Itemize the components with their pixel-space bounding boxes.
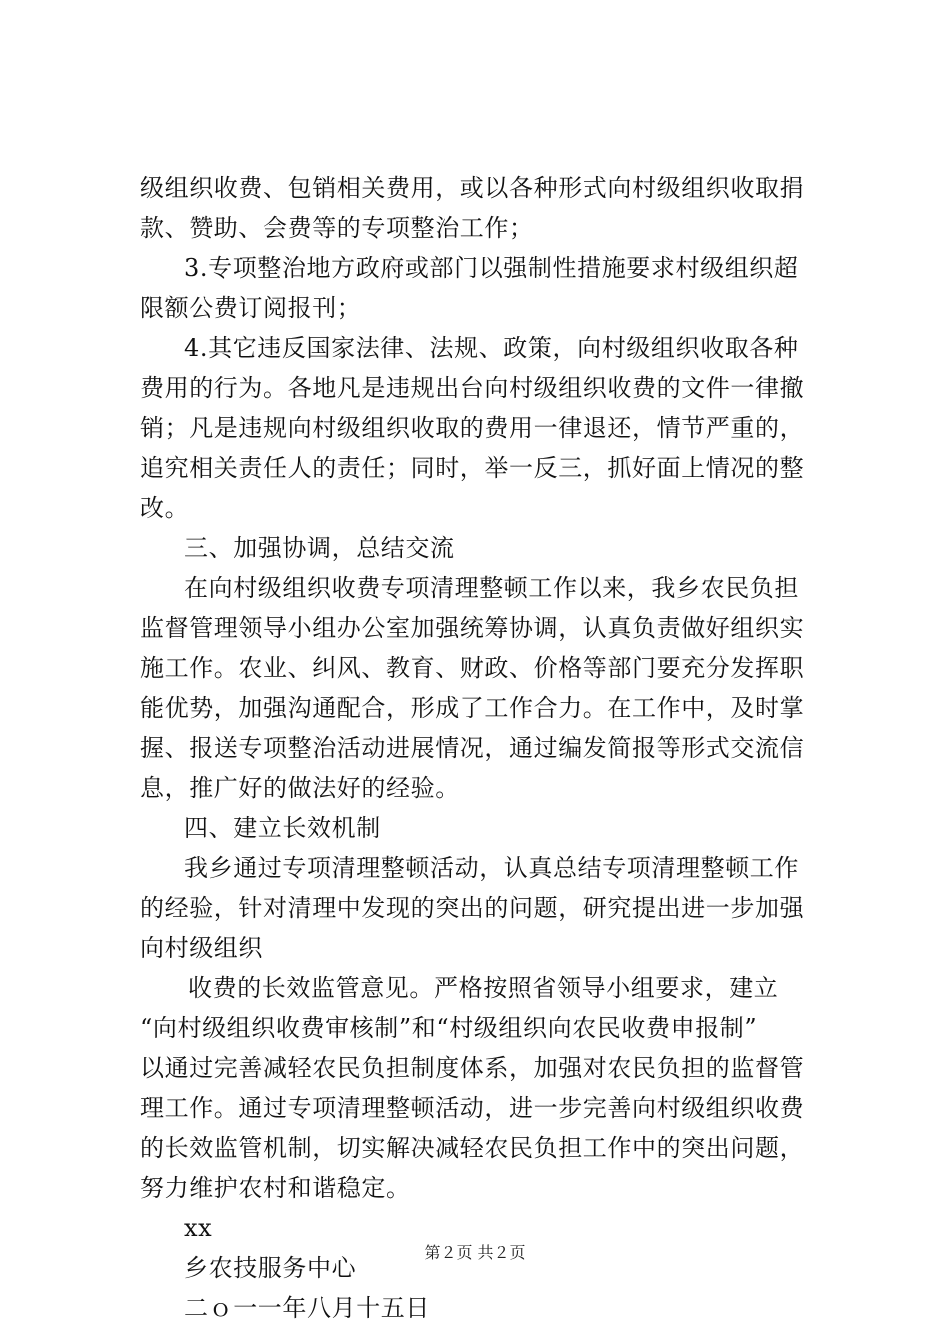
body-line: 以通过完善减轻农民负担制度体系，加强对农民负担的监督管 xyxy=(140,1054,805,1082)
body-line: 级组织收费、包销相关费用，或以各种形式向村级组织收取捐 xyxy=(140,174,805,202)
body-line: 向村级组织 xyxy=(140,934,263,962)
list-item-4: 4.其它违反国家法律、法规、政策，向村级组织收取各种 xyxy=(184,334,799,362)
body-line: “向村级组织收费审核制”和“村级组织向农民收费申报制” xyxy=(140,1014,758,1042)
body-line: 在向村级组织收费专项清理整顿工作以来，我乡农民负担 xyxy=(184,574,799,602)
section-heading-3: 三、加强协调，总结交流 xyxy=(184,534,455,562)
body-line: 款、赞助、会费等的专项整治工作； xyxy=(140,214,534,242)
body-line: 费用的行为。各地凡是违规出台向村级组织收费的文件一律撤 xyxy=(140,374,805,402)
body-line: 握、报送专项整治活动进展情况，通过编发简报等形式交流信 xyxy=(140,734,805,762)
body-line: 收费的长效监管意见。严格按照省领导小组要求，建立 xyxy=(188,974,779,1002)
list-item-3: 3.专项整治地方政府或部门以强制性措施要求村级组织超 xyxy=(184,254,799,282)
body-line: 我乡通过专项清理整顿活动，认真总结专项清理整顿工作 xyxy=(184,854,799,882)
body-line: 监督管理领导小组办公室加强统筹协调，认真负责做好组织实 xyxy=(140,614,805,642)
body-line: 的长效监管机制，切实解决减轻农民负担工作中的突出问题， xyxy=(140,1134,805,1162)
body-line: 追究相关责任人的责任；同时，举一反三，抓好面上情况的整 xyxy=(140,454,805,482)
body-line: 能优势，加强沟通配合，形成了工作合力。在工作中，及时掌 xyxy=(140,694,805,722)
document-body xyxy=(140,168,830,1328)
body-line: 限额公费订阅报刊； xyxy=(140,294,362,322)
signature-name: xx xyxy=(184,1214,213,1242)
signature-organization: 乡农技服务中心 xyxy=(184,1254,357,1282)
body-line: 理工作。通过专项清理整顿活动，进一步完善向村级组织收费 xyxy=(140,1094,805,1122)
section-heading-4: 四、建立长效机制 xyxy=(184,814,381,842)
body-line: 销；凡是违规向村级组织收取的费用一律退还，情节严重的， xyxy=(140,414,805,442)
body-line: 施工作。农业、纠风、教育、财政、价格等部门要充分发挥职 xyxy=(140,654,805,682)
signature-date: 二ｏ一一年八月十五日 xyxy=(184,1294,430,1322)
body-line: 努力维护农村和谐稳定。 xyxy=(140,1174,411,1202)
body-line: 的经验，针对清理中发现的突出的问题，研究提出进一步加强 xyxy=(140,894,805,922)
body-line: 息，推广好的做法好的经验。 xyxy=(140,774,460,802)
body-line: 改。 xyxy=(140,494,190,522)
page-number-footer: 第２页 共２页 xyxy=(424,1243,526,1262)
